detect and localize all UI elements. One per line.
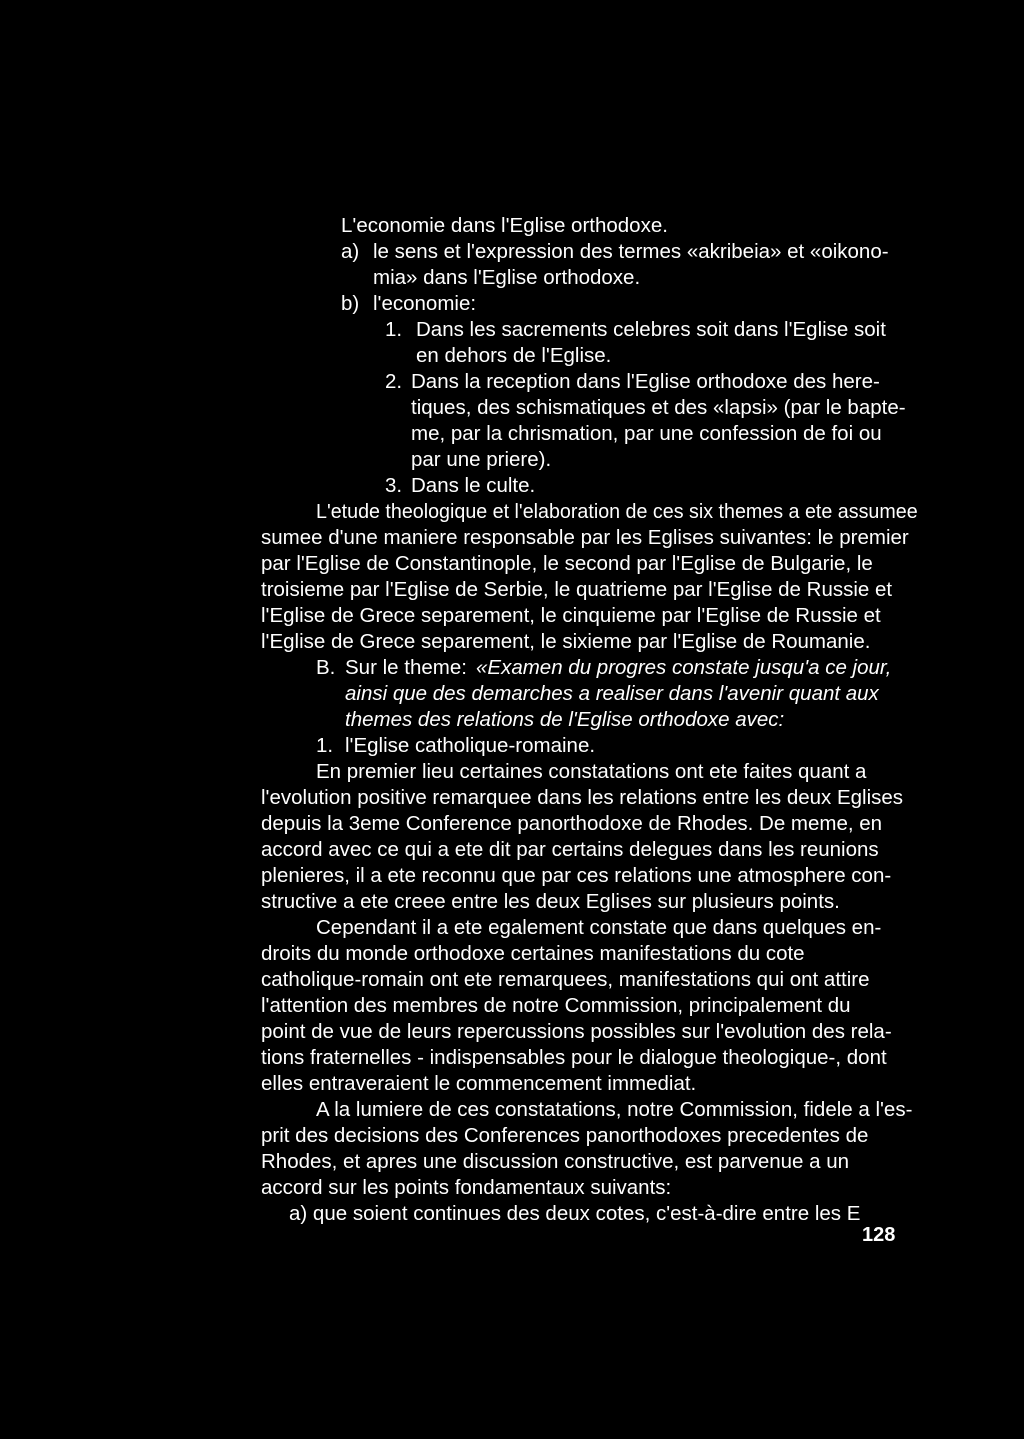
sub-item-3-text: Dans le culte.: [411, 474, 536, 497]
sub-item-1-line: Dans les sacrements celebres soit dans l'Eglise soit: [416, 318, 886, 341]
catholic-item-text: l'Eglise catholique-romaine.: [345, 734, 596, 757]
paragraph-line: plenieres, il a ete reconnu que par ces relations une atmosphere con-: [261, 864, 892, 887]
paragraph-line: A la lumiere de ces constatations, notre Commission, fidele a l'es-: [316, 1098, 913, 1121]
paragraph-line: catholique-romain ont ete remarquees, manifestations qui ont attire: [261, 968, 870, 991]
paragraph-line: point de vue de leurs repercussions possibles sur l'evolution des rela-: [261, 1020, 892, 1043]
paragraph-line: droits du monde orthodoxe certaines manifestations du cote: [261, 942, 805, 965]
sub-item-2-line: tiques, des schismatiques et des «lapsi» (par le bapte-: [411, 396, 906, 419]
section-heading: L'economie dans l'Eglise orthodoxe.: [341, 214, 668, 237]
item-b-text: l'economie:: [373, 292, 477, 315]
paragraph-line: troisieme par l'Eglise de Serbie, le quatrieme par l'Eglise de Russie et: [261, 578, 893, 601]
paragraph-line: par l'Eglise de Constantinople, le second par l'Eglise de Bulgarie, le: [261, 552, 873, 575]
paragraph-line: tions fraternelles - indispensables pour le dialogue theologique-, dont: [261, 1046, 887, 1069]
sub-item-1-line: en dehors de l'Eglise.: [416, 344, 612, 367]
sub-item-2-line: me, par la chrismation, par une confession de foi ou: [411, 422, 882, 445]
paragraph-line: prit des decisions des Conferences panorthodoxes precedentes de: [261, 1124, 869, 1147]
item-a-line: le sens et l'expression des termes «akribeia» et «oikono-: [373, 240, 889, 263]
paragraph-line: structive a ete creee entre les deux Eglises sur plusieurs points.: [261, 890, 840, 913]
section-b-prefix: Sur le theme:: [345, 656, 467, 679]
paragraph-line: l'Eglise de Grece separement, le cinquieme par l'Eglise de Russie et: [261, 604, 881, 627]
paragraph-line: l'evolution positive remarquee dans les relations entre les deux Eglises: [261, 786, 904, 809]
catholic-item-marker: 1.: [316, 734, 334, 757]
sub-item-3-marker: 3.: [385, 474, 403, 497]
section-b-title-line: «Examen du progres constate jusqu'a ce jour,: [476, 656, 892, 679]
paragraph-line: En premier lieu certaines constatations ont ete faites quant a: [316, 760, 867, 783]
item-b-marker: b): [341, 292, 360, 315]
sub-item-1-marker: 1.: [385, 318, 403, 341]
item-a-line: mia» dans l'Eglise orthodoxe.: [373, 266, 641, 289]
section-b-marker: B.: [316, 656, 336, 679]
section-b-title-line: themes des relations de l'Eglise orthodoxe avec:: [345, 708, 785, 731]
paragraph-line: Rhodes, et apres une discussion constructive, est parvenue a un: [261, 1150, 850, 1173]
section-b-title-line: ainsi que des demarches a realiser dans l'avenir quant aux: [345, 682, 879, 705]
paragraph-line: accord avec ce qui a ete dit par certains delegues dans les reunions: [261, 838, 879, 861]
paragraph-line: depuis la 3eme Conference panorthodoxe de Rhodes. De meme, en: [261, 812, 883, 835]
paragraph-line: Cependant il a ete egalement constate que dans quelques en-: [316, 916, 882, 939]
paragraph-line: accord sur les points fondamentaux suivants:: [261, 1176, 672, 1199]
paragraph-line: elles entraveraient le commencement immediat.: [261, 1072, 697, 1095]
item-a-marker: a): [341, 240, 360, 263]
sub-item-2-line: par une priere).: [411, 448, 552, 471]
paragraph-line: sumee d'une maniere responsable par les Eglises suivantes: le premier: [261, 526, 909, 549]
point-a-line: a) que soient continues des deux cotes, c'est-à-dire entre les E: [289, 1202, 861, 1225]
paragraph-line: L'etude theologique et l'elaboration de ces six themes a ete assumee: [316, 500, 918, 523]
paragraph-line: l'attention des membres de notre Commission, principalement du: [261, 994, 851, 1017]
page-number: 128: [862, 1224, 896, 1246]
sub-item-2-marker: 2.: [385, 370, 403, 393]
paragraph-line: l'Eglise de Grece separement, le sixieme par l'Eglise de Roumanie.: [261, 630, 871, 653]
sub-item-2-line: Dans la reception dans l'Eglise orthodoxe des here-: [411, 370, 880, 393]
